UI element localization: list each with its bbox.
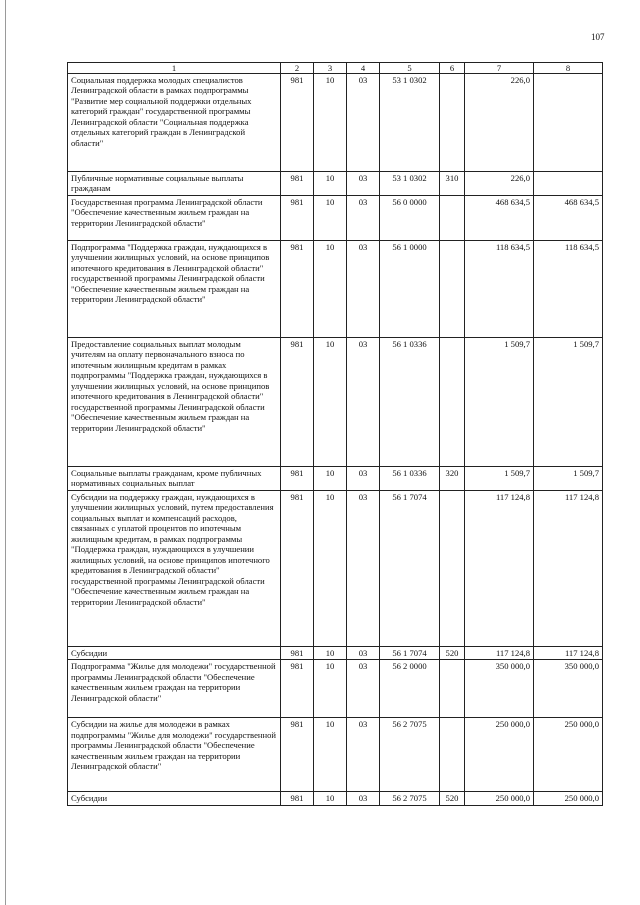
amount-year-1: 226,0: [465, 172, 534, 196]
amount-year-1: 350 000,0: [465, 660, 534, 718]
expense-type-code: 310: [440, 172, 465, 196]
expense-type-code: [440, 195, 465, 240]
row-name: Субсидии на поддержку граждан, нуждающихся в улучшении жилищных условий, путем предоставления социальных выплат и компенсаций расходов, связанных с уплатой процентов по ипотечным жилищным кредитам, в рамках подпрограммы "Поддержка граждан, нуждающихся в улучшении жилищных условий, на основе принципов ипотечного кредитования в Ленинградской области" государственной программы Ленинградской области "Обеспечение качественным жильем граждан на территории Ленинградской области": [68, 490, 281, 646]
amount-year-1: 1 509,7: [465, 337, 534, 466]
expense-type-code: 320: [440, 466, 465, 490]
section-code: 10: [314, 466, 347, 490]
section-code: 10: [314, 337, 347, 466]
subsection-code: 03: [347, 660, 380, 718]
subsection-code: 03: [347, 646, 380, 659]
section-code: 10: [314, 792, 347, 805]
section-code: 10: [314, 240, 347, 337]
row-name: Предоставление социальных выплат молодым учителям на оплату первоначального взноса по ипотечным жилищным кредитам в рамках подпрограммы "Поддержка граждан, нуждающихся в улучшении жилищных условий, на основе принципов ипотечного кредитования в Ленинградской области" государственной программы Ленинградской области "Обеспечение качественным жильем граждан на территории Ленинградской области": [68, 337, 281, 466]
target-article-code: 56 2 7075: [380, 718, 440, 792]
subsection-code: 03: [347, 337, 380, 466]
header-col-2: 2: [281, 63, 314, 74]
row-name: Подпрограмма "Поддержка граждан, нуждающихся в улучшении жилищных условий, на основе принципов ипотечного кредитования в Ленинградской области" государственной программы Ленинградской области "Обеспечение качественным жильем граждан на территории Ленинградской области": [68, 240, 281, 337]
target-article-code: 56 2 0000: [380, 660, 440, 718]
target-article-code: 56 1 0336: [380, 466, 440, 490]
row-name: Социальная поддержка молодых специалистов Ленинградской области в рамках подпрограммы "Развитие мер социальной поддержки отдельных категорий граждан" государственной программы Ленинградской области "Социальная поддержка отдельных категорий граждан в Ленинградской области": [68, 74, 281, 172]
expense-type-code: [440, 74, 465, 172]
table-header-row: [68, 63, 603, 74]
row-name: Субсидии: [68, 646, 281, 659]
subsection-code: 03: [347, 195, 380, 240]
section-code: 10: [314, 172, 347, 196]
amount-year-2: 118 634,5: [534, 240, 603, 337]
amount-year-2: [534, 74, 603, 172]
amount-year-2: 250 000,0: [534, 792, 603, 805]
target-article-code: 53 1 0302: [380, 172, 440, 196]
amount-year-1: 250 000,0: [465, 718, 534, 792]
table-row: [68, 240, 603, 337]
subsection-code: 03: [347, 240, 380, 337]
ministry-code: 981: [281, 466, 314, 490]
expense-type-code: [440, 337, 465, 466]
table-row: [68, 792, 603, 805]
amount-year-1: 117 124,8: [465, 646, 534, 659]
amount-year-1: 468 634,5: [465, 195, 534, 240]
amount-year-2: 468 634,5: [534, 195, 603, 240]
header-col-4: 4: [347, 63, 380, 74]
row-name: Подпрограмма "Жилье для молодежи" государственной программы Ленинградской области "Обеспечение качественным жильем граждан на территории Ленинградской области": [68, 660, 281, 718]
table-row: [68, 172, 603, 196]
row-name: Государственная программа Ленинградской области "Обеспечение качественным жильем граждан на территории Ленинградской области": [68, 195, 281, 240]
subsection-code: 03: [347, 718, 380, 792]
ministry-code: 981: [281, 337, 314, 466]
expense-type-code: [440, 490, 465, 646]
target-article-code: 56 1 0336: [380, 337, 440, 466]
section-code: 10: [314, 490, 347, 646]
target-article-code: 56 1 7074: [380, 490, 440, 646]
amount-year-1: 117 124,8: [465, 490, 534, 646]
amount-year-2: 117 124,8: [534, 490, 603, 646]
header-col-6: 6: [440, 63, 465, 74]
ministry-code: 981: [281, 74, 314, 172]
amount-year-2: [534, 172, 603, 196]
subsection-code: 03: [347, 74, 380, 172]
ministry-code: 981: [281, 646, 314, 659]
amount-year-2: 1 509,7: [534, 466, 603, 490]
amount-year-1: 250 000,0: [465, 792, 534, 805]
ministry-code: 981: [281, 660, 314, 718]
expense-type-code: [440, 718, 465, 792]
table-row: [68, 718, 603, 792]
expense-type-code: 520: [440, 646, 465, 659]
subsection-code: 03: [347, 792, 380, 805]
ministry-code: 981: [281, 718, 314, 792]
target-article-code: 56 1 0000: [380, 240, 440, 337]
ministry-code: 981: [281, 195, 314, 240]
expense-type-code: [440, 660, 465, 718]
table-row: [68, 646, 603, 659]
section-code: 10: [314, 646, 347, 659]
ministry-code: 981: [281, 792, 314, 805]
subsection-code: 03: [347, 490, 380, 646]
section-code: 10: [314, 74, 347, 172]
table-row: [68, 466, 603, 490]
amount-year-1: 118 634,5: [465, 240, 534, 337]
table-row: [68, 660, 603, 718]
subsection-code: 03: [347, 466, 380, 490]
amount-year-1: 226,0: [465, 74, 534, 172]
amount-year-2: 250 000,0: [534, 718, 603, 792]
target-article-code: 56 2 7075: [380, 792, 440, 805]
ministry-code: 981: [281, 172, 314, 196]
header-col-7: 7: [465, 63, 534, 74]
table-row: [68, 195, 603, 240]
row-name: Социальные выплаты гражданам, кроме публичных нормативных социальных выплат: [68, 466, 281, 490]
header-col-3: 3: [314, 63, 347, 74]
header-col-1: 1: [68, 63, 281, 74]
amount-year-2: 1 509,7: [534, 337, 603, 466]
table-row: [68, 74, 603, 172]
table-row: [68, 490, 603, 646]
expense-type-code: 520: [440, 792, 465, 805]
target-article-code: 53 1 0302: [380, 74, 440, 172]
budget-table: [67, 62, 603, 806]
amount-year-2: 117 124,8: [534, 646, 603, 659]
amount-year-1: 1 509,7: [465, 466, 534, 490]
ministry-code: 981: [281, 240, 314, 337]
page-number: 107: [591, 32, 605, 42]
amount-year-2: 350 000,0: [534, 660, 603, 718]
expense-type-code: [440, 240, 465, 337]
target-article-code: 56 1 7074: [380, 646, 440, 659]
target-article-code: 56 0 0000: [380, 195, 440, 240]
section-code: 10: [314, 718, 347, 792]
subsection-code: 03: [347, 172, 380, 196]
ministry-code: 981: [281, 490, 314, 646]
section-code: 10: [314, 660, 347, 718]
header-col-5: 5: [380, 63, 440, 74]
header-col-8: 8: [534, 63, 603, 74]
table-row: [68, 337, 603, 466]
row-name: Субсидии: [68, 792, 281, 805]
section-code: 10: [314, 195, 347, 240]
scan-edge-shadow: [5, 0, 6, 905]
row-name: Субсидии на жилье для молодежи в рамках подпрограммы "Жилье для молодежи" государственной программы Ленинградской области "Обеспечение качественным жильем граждан на территории Ленинградской области": [68, 718, 281, 792]
row-name: Публичные нормативные социальные выплаты гражданам: [68, 172, 281, 196]
